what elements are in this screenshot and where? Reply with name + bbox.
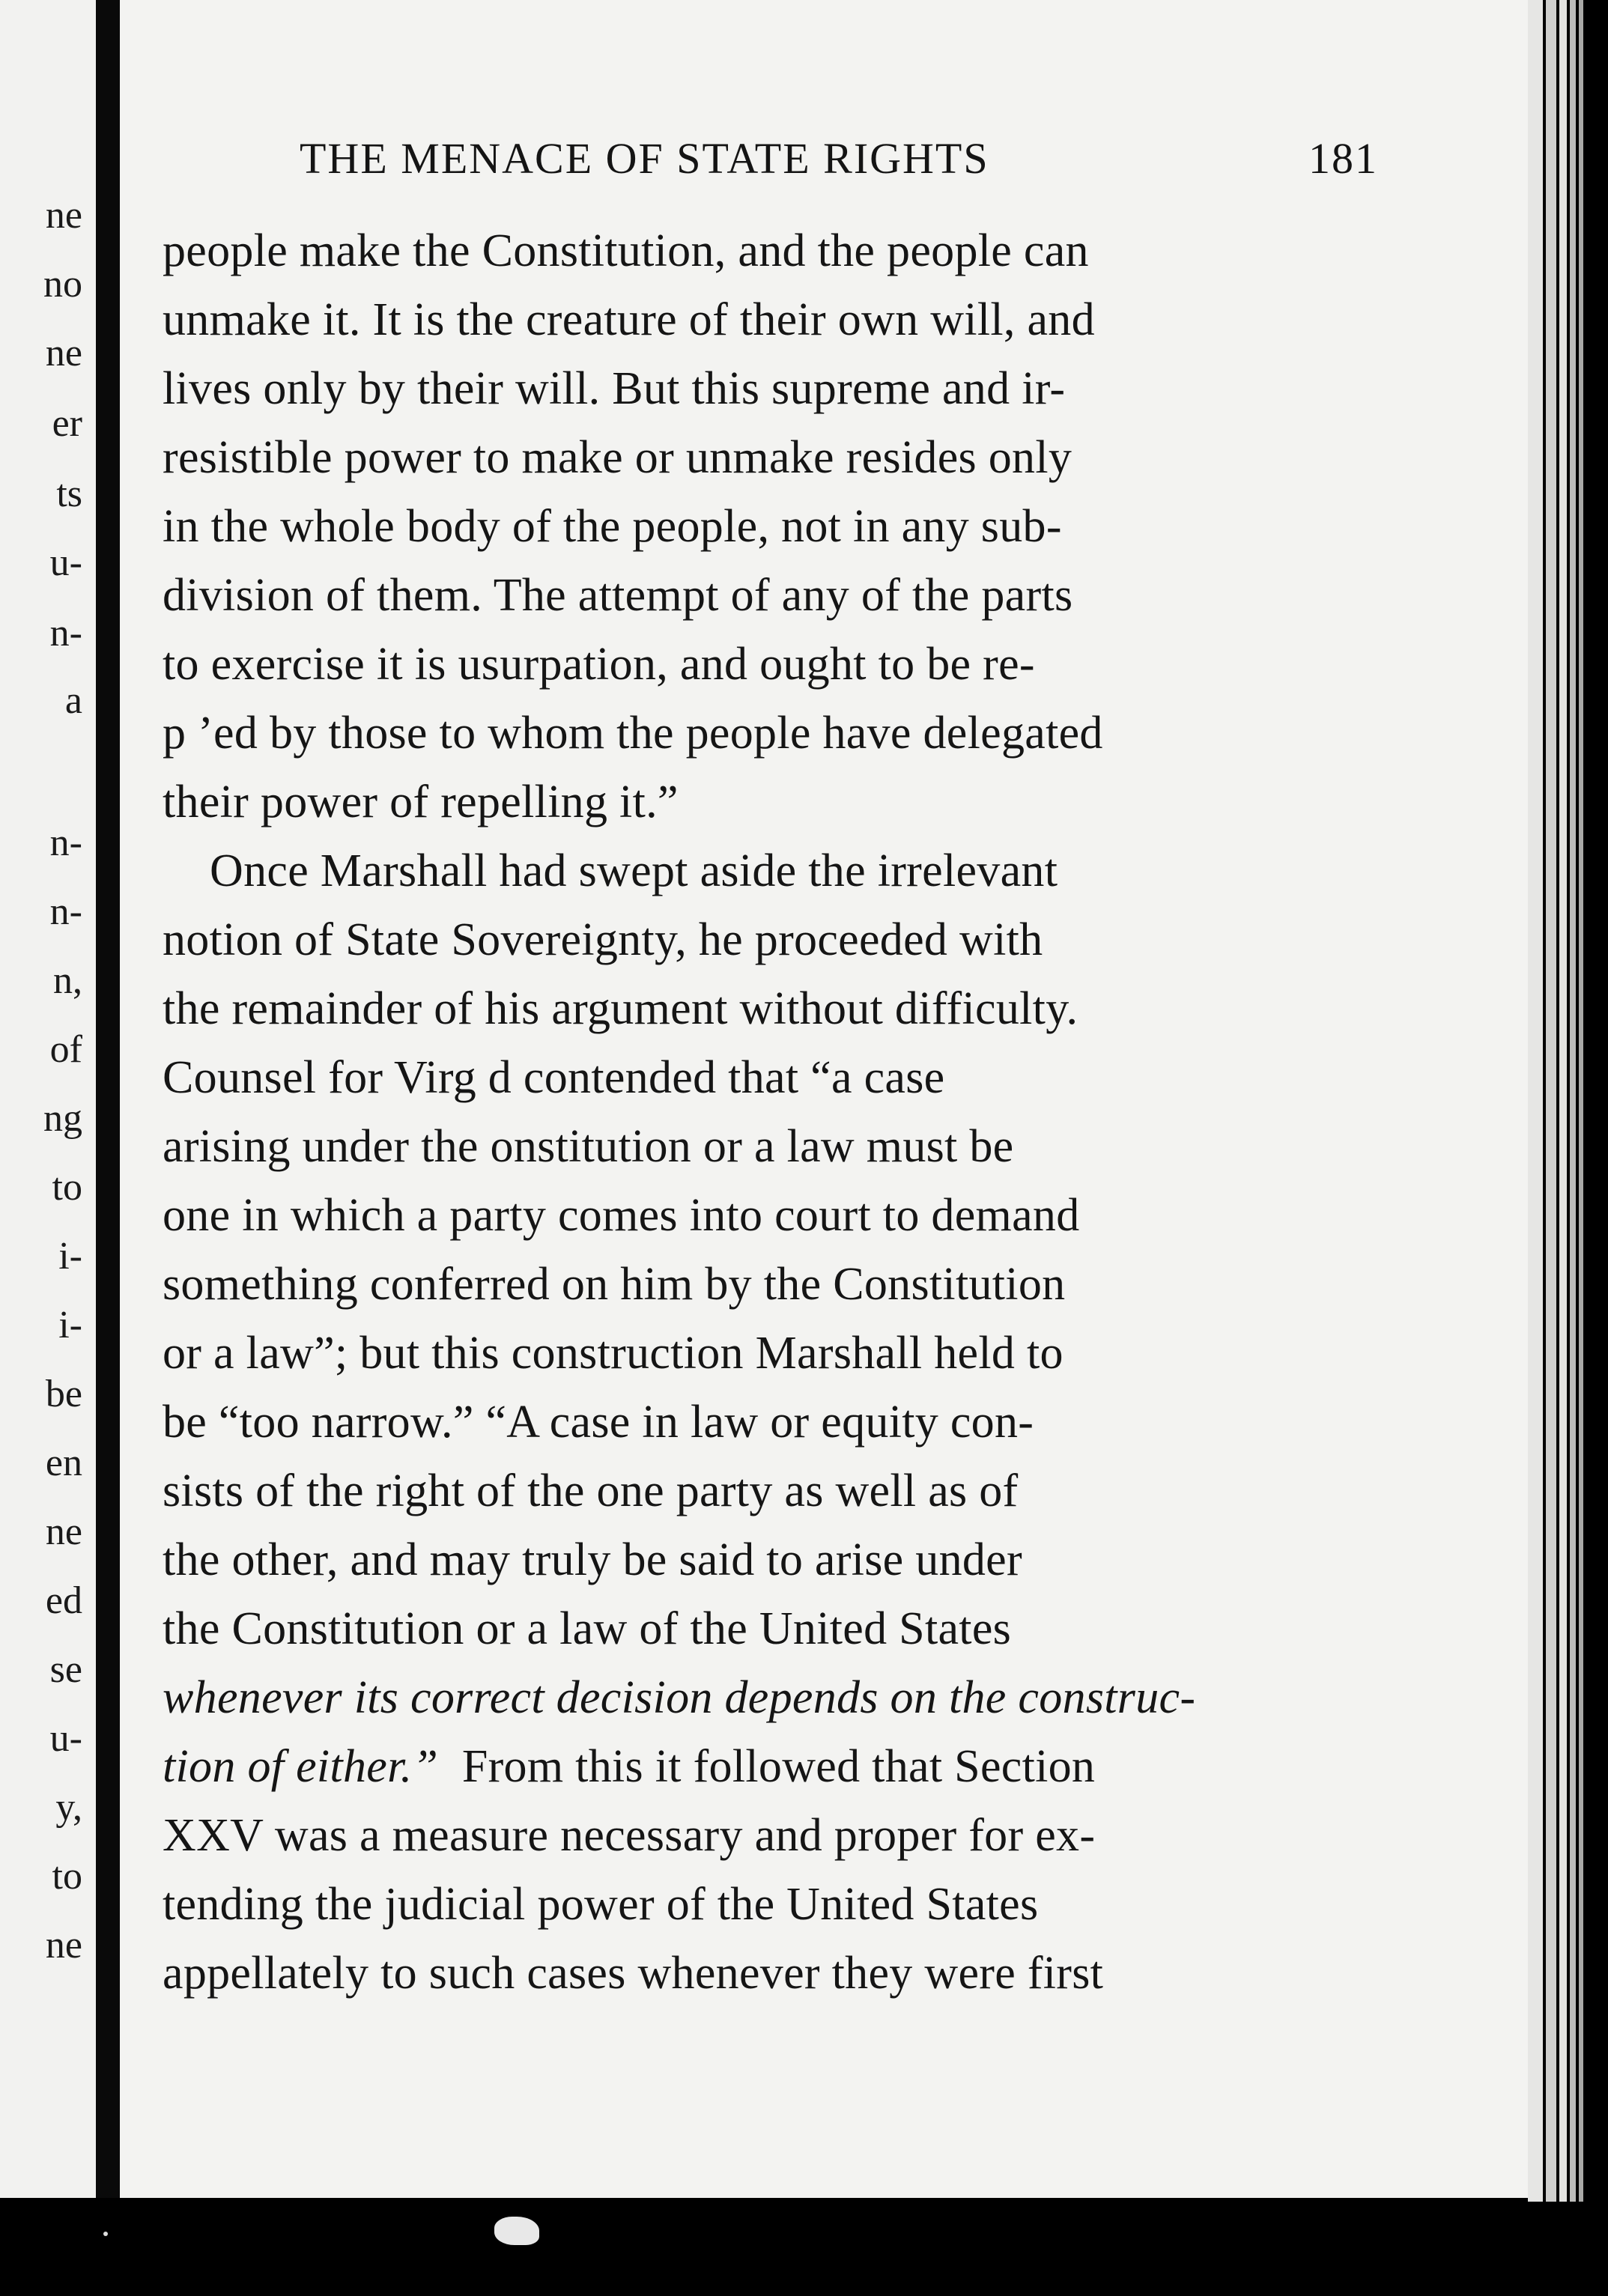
body-line: Counsel for Virg d contended that “a case (163, 1052, 945, 1103)
body-line: something conferred on him by the Constitution (163, 1259, 1066, 1310)
body-line: appellately to such cases whenever they were first (163, 1948, 1104, 1999)
body-line: the other, and may truly be said to arise under (163, 1534, 1022, 1585)
body-line: one in which a party comes into court to demand (163, 1190, 1080, 1241)
body-line: division of them. The attempt of any of the parts (163, 570, 1073, 621)
body-line: arising under the onstitution or a law must be (163, 1121, 1014, 1172)
body-line: tending the judicial power of the United States (163, 1879, 1039, 1930)
running-head (300, 133, 1378, 183)
facing-page-fragment: er (52, 402, 82, 445)
book-page (120, 0, 1528, 2198)
italic-quote-end: tion of either.” (163, 1741, 439, 1792)
page-number: 181 (1308, 134, 1378, 183)
facing-page-fragment: ne (45, 1510, 82, 1553)
facing-page-fragment: en (45, 1442, 82, 1484)
facing-page-fragment: n- (49, 821, 82, 864)
facing-page-fragment: i- (58, 1304, 82, 1346)
facing-page-fragment: u- (49, 1717, 82, 1760)
page-stack-edge (1528, 0, 1608, 2296)
body-line: people make the Constitution, and the people can (163, 225, 1089, 276)
running-head-title: THE MENACE OF STATE RIGHTS (300, 134, 989, 183)
body-line: resistible power to make or unmake resides only (163, 432, 1072, 483)
body-line: be “too narrow.” “A case in law or equity con- (163, 1397, 1034, 1448)
facing-page-fragment: ng (43, 1097, 82, 1140)
facing-page-fragment: ne (45, 194, 82, 237)
facing-page-fragment: no (43, 263, 82, 306)
facing-page-fragment: ne (45, 1924, 82, 1967)
body-line: their power of repelling it.” (163, 777, 679, 827)
body-line: unmake it. It is the creature of their own will, and (163, 294, 1095, 345)
facing-page-fragment: u- (49, 541, 82, 584)
facing-page-fragment: ne (45, 332, 82, 374)
paragraph-first-line: Once Marshall had swept aside the irrelevant (210, 845, 1058, 896)
facing-page-fragment: to (52, 1855, 82, 1898)
scan-artifact (103, 2232, 108, 2236)
facing-page-fragment: ts (56, 473, 82, 515)
body-line-mixed (163, 1740, 1316, 1794)
facing-page-fragment: y, (55, 1786, 82, 1829)
facing-page-fragment: se (49, 1648, 82, 1691)
facing-page-fragment: be (45, 1373, 82, 1415)
body-line: sists of the right of the one party as well as of (163, 1466, 1019, 1516)
facing-page-fragment: of (49, 1028, 82, 1071)
body-line: lives only by their will. But this supreme and ir- (163, 363, 1066, 414)
body-line: the Constitution or a law of the United States (163, 1603, 1012, 1654)
facing-page-fragment: n- (49, 890, 82, 933)
facing-page-fragment: ed (45, 1579, 82, 1622)
italic-quote: whenever its correct decision depends on the construc- (163, 1672, 1196, 1723)
facing-page-edge (0, 0, 96, 2198)
book-gutter (96, 0, 120, 2198)
body-line: XXV was a measure necessary and proper for ex- (163, 1810, 1096, 1861)
facing-page-fragment: a (64, 679, 82, 722)
body-line: or a law”; but this construction Marshall held to (163, 1328, 1064, 1379)
body-line: the remainder of his argument without difficulty. (163, 983, 1078, 1034)
body-line-rest: From this it followed that Section (461, 1741, 1096, 1792)
body-line-italic (163, 1671, 1316, 1725)
facing-page-fragment: n, (53, 959, 82, 1002)
body-line: notion of State Sovereignty, he proceeded with (163, 914, 1043, 965)
body-line: in the whole body of the people, not in any sub- (163, 501, 1062, 552)
scan-artifact (494, 2217, 539, 2245)
facing-page-fragment: i- (58, 1235, 82, 1278)
facing-page-fragment: n- (49, 612, 82, 655)
body-line: to exercise it is usurpation, and ought to be re- (163, 639, 1035, 690)
facing-page-fragment: to (52, 1166, 82, 1209)
body-line: p ’ed by those to whom the people have delegated (163, 708, 1103, 759)
